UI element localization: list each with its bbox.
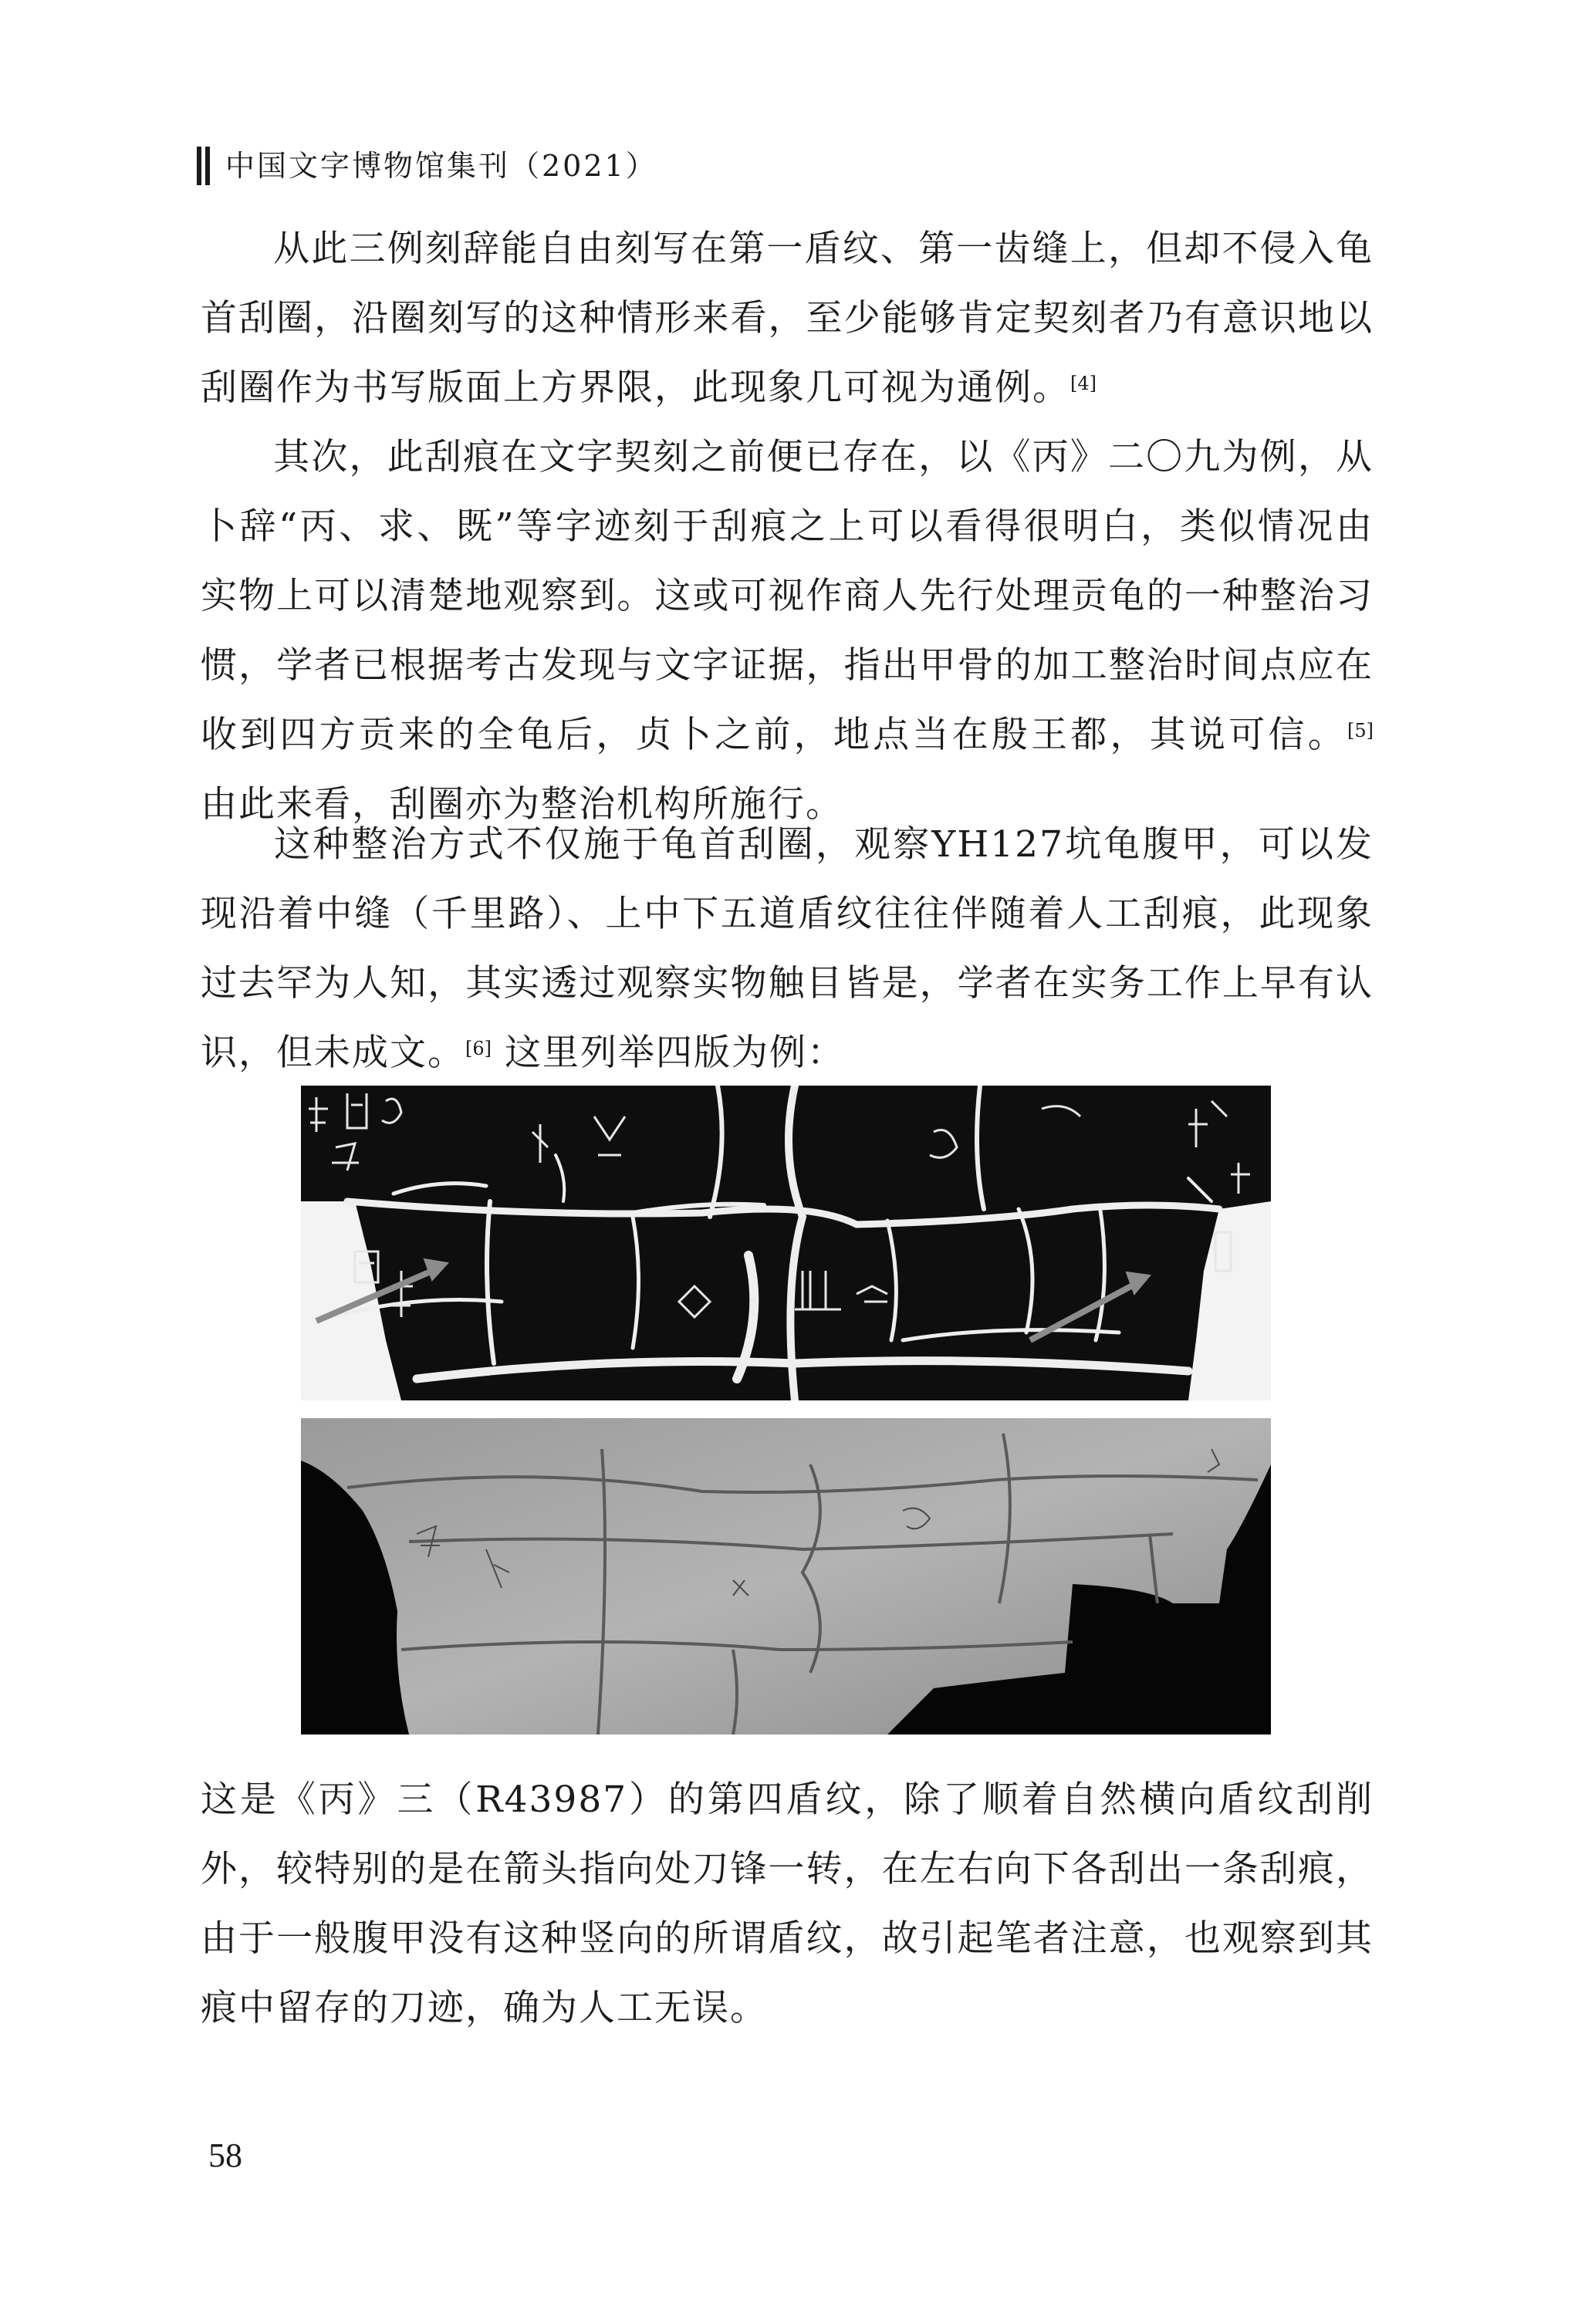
paragraph-1 xyxy=(201,214,1374,423)
paragraph-1-text: 从此三例刻辞能自由刻写在第一盾纹、第一齿缝上，但却不侵入龟首刮圈，沿圈刻写的这种情形来看，至少能够肯定契刻者乃有意识地以刮圈作为书写版面上方界限，此现象几可视为通例。 xyxy=(201,228,1374,409)
rubbing-drawing xyxy=(301,1086,1271,1400)
rubbing-image xyxy=(301,1086,1271,1400)
paragraph-2-text-b: 由此来看，刮圈亦为整治机构所施行。 xyxy=(201,783,843,826)
footnote-ref-4[interactable]: [4] xyxy=(1070,373,1097,394)
plastron-photo xyxy=(301,1418,1271,1735)
paragraph-3-text-a: 这种整治方式不仅施于龟首刮圈，观察YH127坑龟腹甲，可以发现沿着中缝（千里路）、上中下五道盾纹往往伴随着人工刮痕，此现象过去罕为人知，其实透过观察实物触目皆是，学者在实务工作上早有认识，但未成文。 xyxy=(201,823,1374,1074)
running-header xyxy=(197,147,657,185)
paragraph-3-text-b: 这里列举四版为例： xyxy=(504,1032,845,1074)
paragraph-3 xyxy=(201,810,1374,1088)
page-number: 58 xyxy=(208,2137,242,2174)
footnote-ref-6[interactable]: [6] xyxy=(465,1038,492,1059)
paragraph-4 xyxy=(201,1765,1374,2043)
plastron-drawing xyxy=(301,1418,1271,1735)
paragraph-2 xyxy=(201,423,1374,839)
journal-title: 中国文字博物馆集刊（2021） xyxy=(225,149,657,183)
header-bars-decoration xyxy=(197,147,210,185)
paragraph-4-text: 这是《丙》三（R43987）的第四盾纹，除了顺着自然横向盾纹刮削外，较特别的是在箭头指向处刀锋一转，在左右向下各刮出一条刮痕，由于一般腹甲没有这种竖向的所谓盾纹，故引起笔者注意，也观察到其痕中留存的刀迹，确为人工无误。 xyxy=(201,1778,1374,2029)
footnote-ref-5[interactable]: [5] xyxy=(1347,720,1374,741)
paragraph-2-text-a: 其次，此刮痕在文字契刻之前便已存在，以《丙》二〇九为例，从卜辞“丙、求、既”等字迹刻于刮痕之上可以看得很明白，类似情况由实物上可以清楚地观察到。这或可视作商人先行处理贡龟的一种整治习惯，学者已根据考古发现与文字证据，指出甲骨的加工整治时间点应在收到四方贡来的全龟后，贞卜之前，地点当在殷王都，其说可信。 xyxy=(201,436,1374,756)
